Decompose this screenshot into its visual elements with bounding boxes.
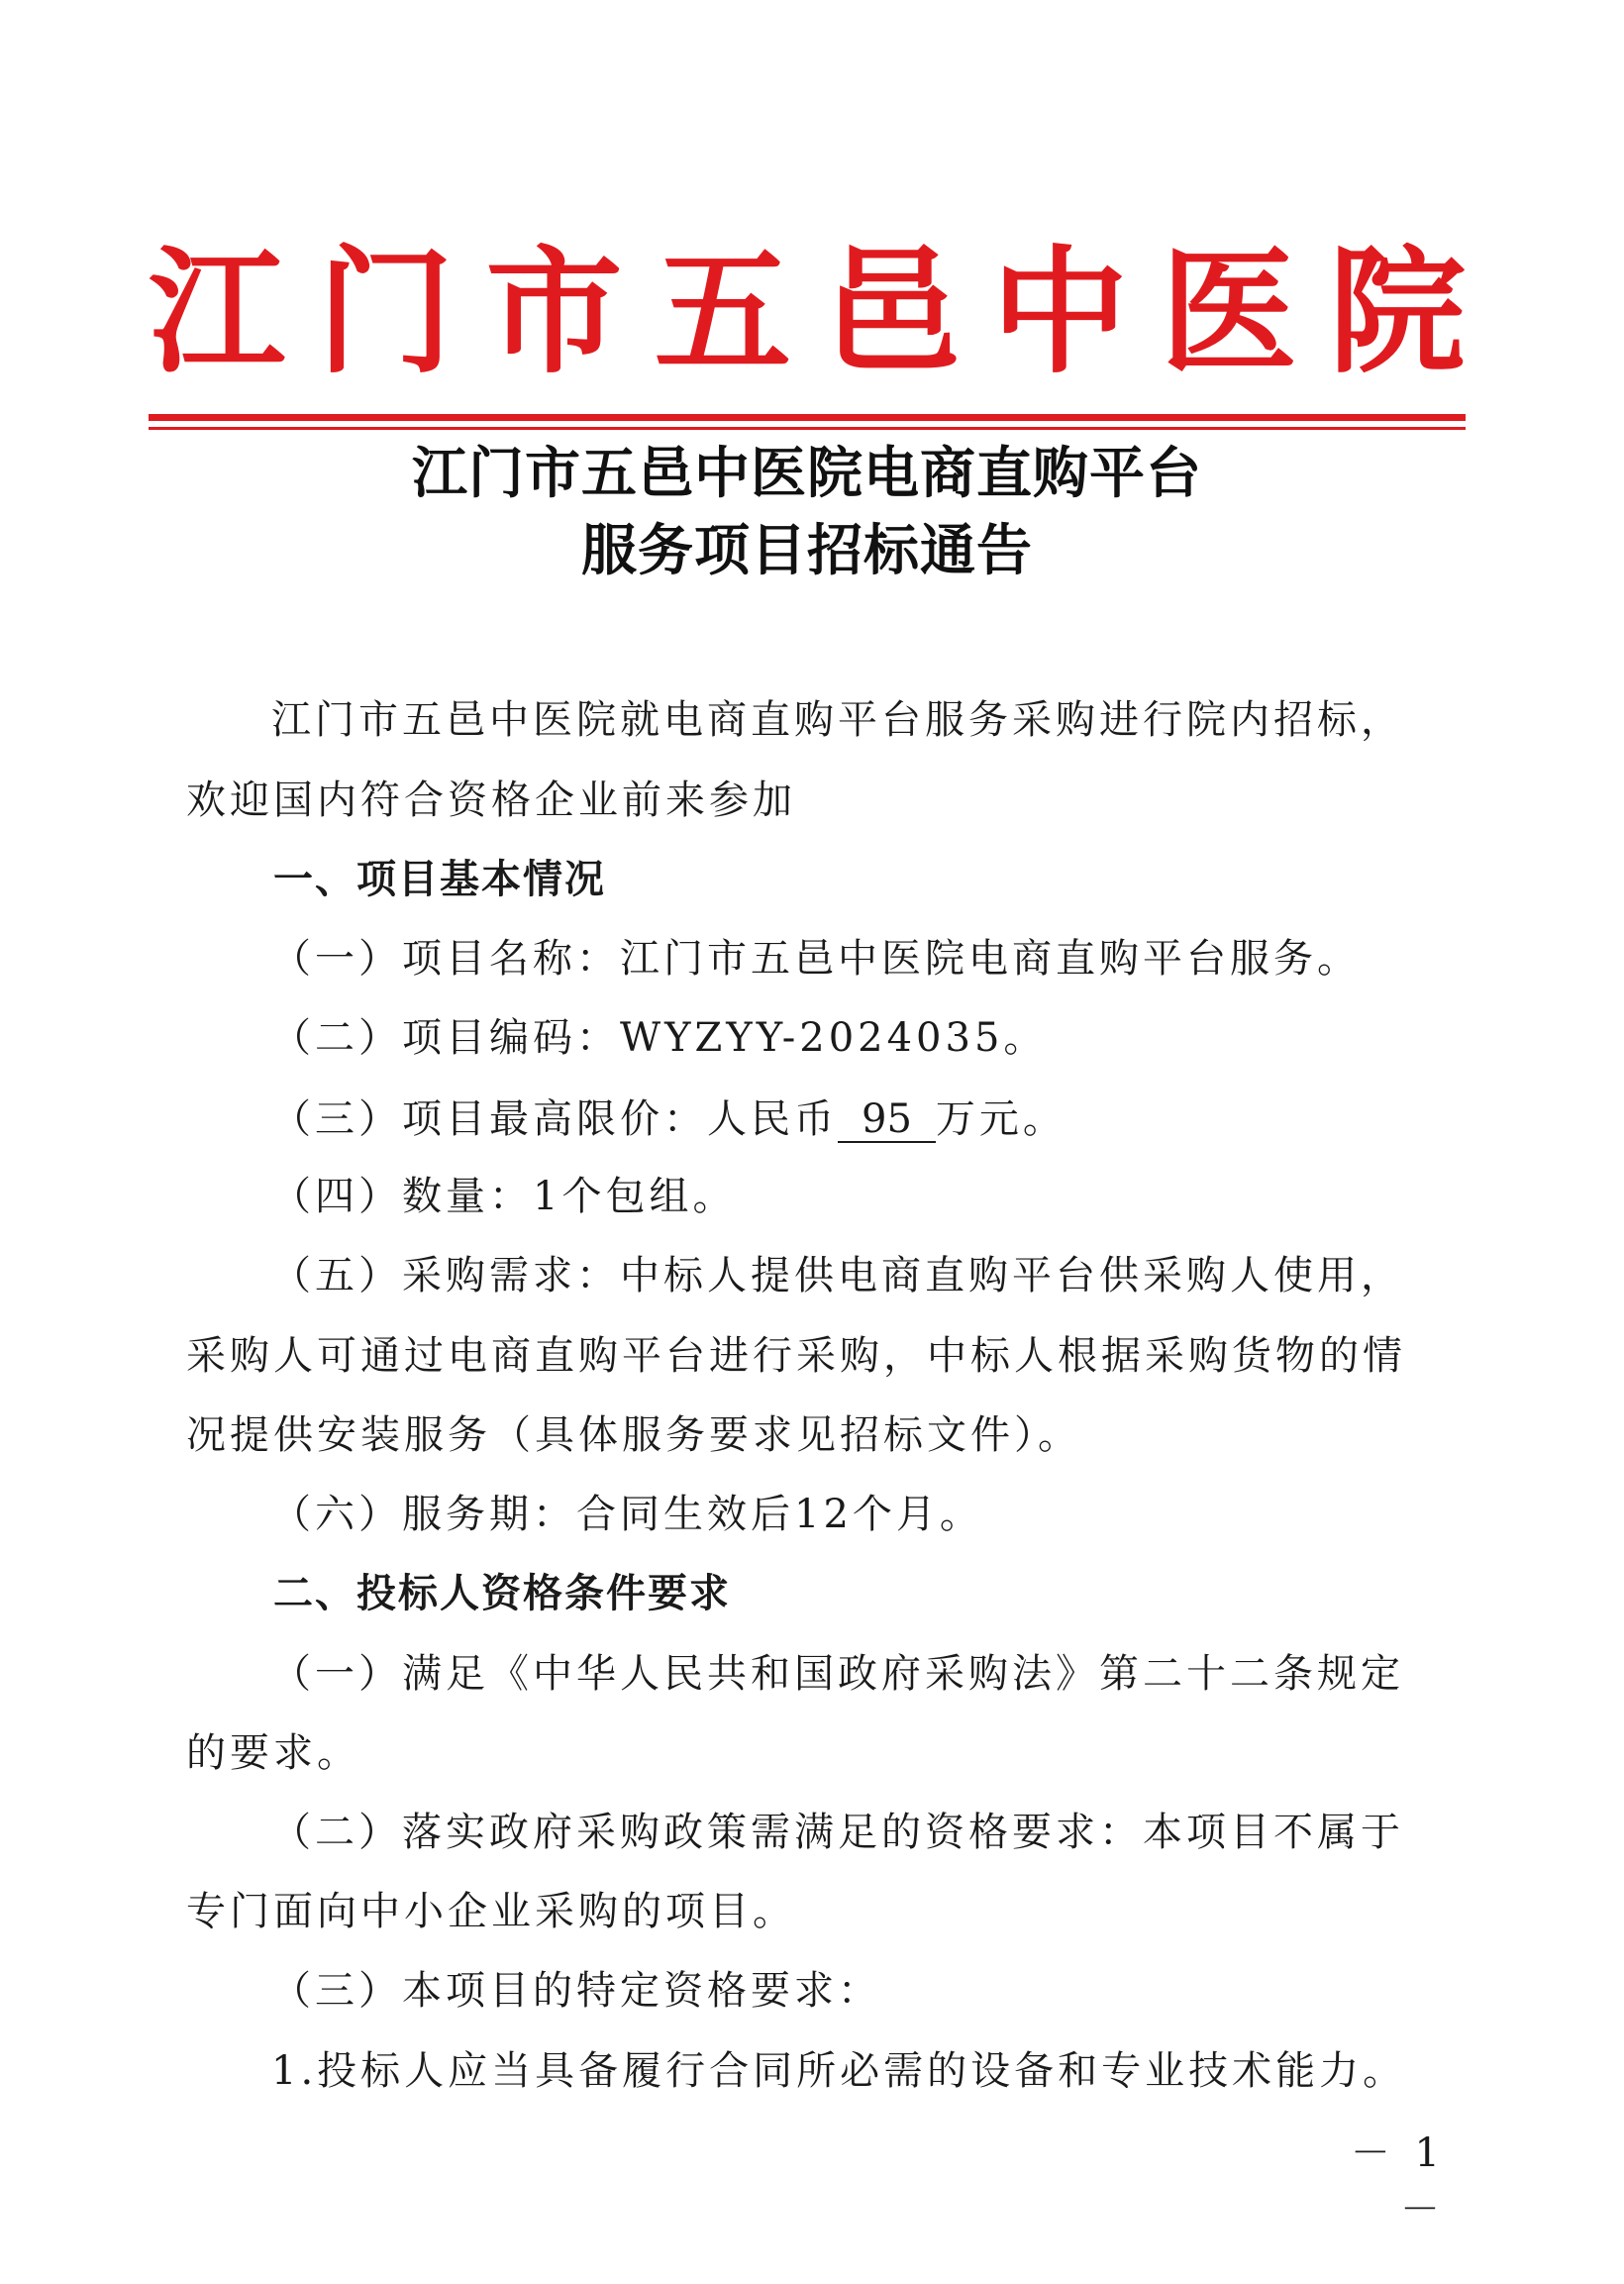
letterhead-char: 门 — [317, 231, 455, 392]
specific-qualification-1: 1.投标人应当具备履行合同所必需的设备和专业技术能力。 — [271, 2048, 1407, 2094]
document-title-line-1: 江门市五邑中医院电商直购平台 — [412, 441, 1202, 506]
letterhead-divider-thin — [149, 427, 1466, 430]
letterhead-char: 江 — [149, 231, 286, 392]
page-number: － 1 － — [1350, 2130, 1446, 2232]
section-heading-bidder-qualifications: 二、投标人资格条件要求 — [273, 1571, 731, 1616]
qualification-law-line-1: （一）满足《中华人民共和国政府采购法》第二十二条规定 — [271, 1651, 1404, 1697]
intro-paragraph-line-2: 欢迎国内符合资格企业前来参加 — [186, 778, 796, 823]
document-title-line-2: 服务项目招标通告 — [581, 518, 1033, 583]
section-heading-project-info: 一、项目基本情况 — [273, 857, 606, 902]
qualification-policy-line-1: （二）落实政府采购政策需满足的资格要求：本项目不属于 — [271, 1810, 1404, 1855]
letterhead-hospital-name — [149, 233, 1466, 391]
letterhead-char: 院 — [1328, 231, 1466, 392]
max-price-value: 95 — [838, 1097, 936, 1143]
project-code-item: （二）项目编码：WYZYY-2024035。 — [271, 1015, 1048, 1061]
project-max-price-item — [271, 1097, 1531, 1143]
letterhead-char: 中 — [991, 231, 1129, 392]
specific-qualifications-item: （三）本项目的特定资格要求： — [271, 1968, 881, 2014]
intro-paragraph-line-1: 江门市五邑中医院就电商直购平台服务采购进行院内招标， — [271, 697, 1404, 743]
service-period-item: （六）服务期：合同生效后12个月。 — [271, 1492, 983, 1537]
max-price-label: （三）项目最高限价：人民币 — [271, 1096, 838, 1142]
max-price-unit: 万元。 — [935, 1096, 1066, 1142]
procurement-need-line-1: （五）采购需求：中标人提供电商直购平台供采购人使用， — [271, 1253, 1404, 1298]
letterhead-char: 市 — [485, 231, 623, 392]
procurement-need-line-3: 况提供安装服务（具体服务要求见招标文件）。 — [186, 1412, 1081, 1458]
letterhead-char: 邑 — [823, 231, 961, 392]
qualification-policy-line-2: 专门面向中小企业采购的项目。 — [186, 1889, 796, 1934]
letterhead-char: 五 — [654, 231, 791, 392]
quantity-item: （四）数量：1个包组。 — [271, 1174, 737, 1219]
letterhead-char: 医 — [1160, 231, 1297, 392]
qualification-law-line-2: 的要求。 — [186, 1730, 360, 1776]
procurement-need-line-2: 采购人可通过电商直购平台进行采购，中标人根据采购货物的情 — [186, 1333, 1406, 1379]
project-name-item: （一）项目名称：江门市五邑中医院电商直购平台服务。 — [271, 936, 1361, 982]
letterhead-divider-thick — [149, 414, 1466, 421]
